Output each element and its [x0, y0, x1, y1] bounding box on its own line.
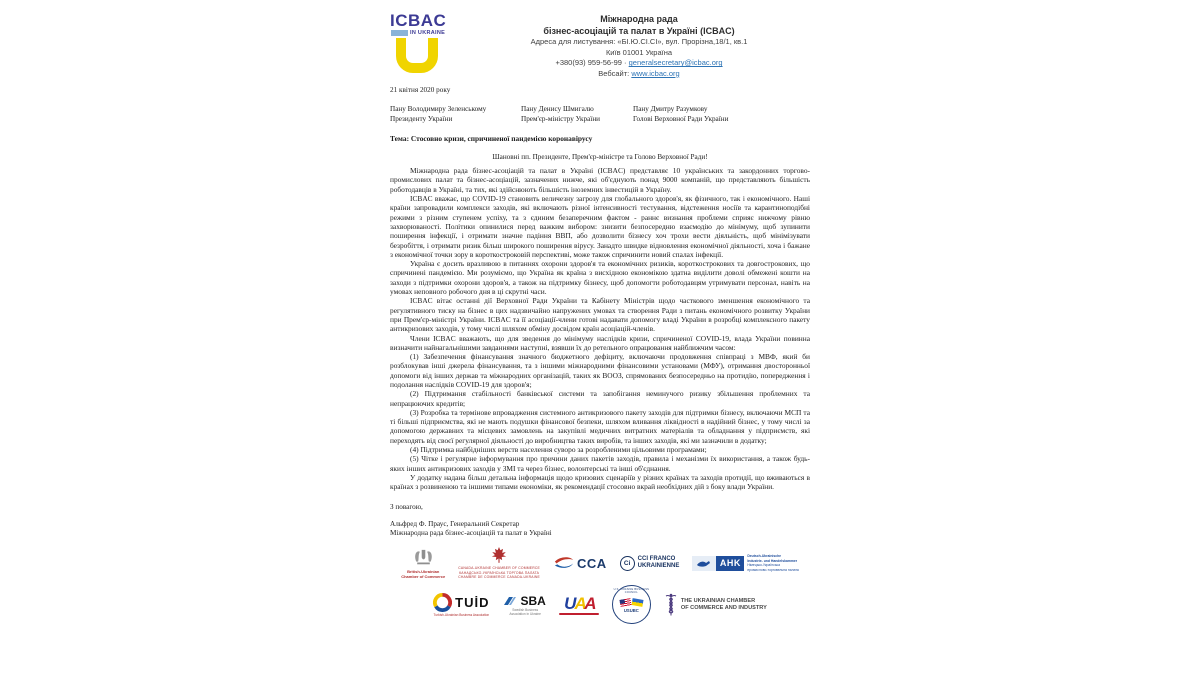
usubc-label: USUBC	[623, 608, 639, 614]
cca-swoosh-icon	[553, 556, 575, 571]
usubc-logo	[612, 585, 651, 624]
task-item-4: (4) Підтримка найбідніших верств населення суворо за розробленими цільовими програмами;	[410, 445, 707, 455]
bucc-caption-line2: Chamber of Commerce	[401, 574, 446, 580]
org-name-line1: Міжнародна рада	[600, 14, 678, 24]
task-item-3: (3) Розробка та термінове впровадження системного антикризового пакету заходів для підтримки бізнесу, включаючи МСП та ті більші підприємства, які не мають подушки фінансової безпеки, шляхом вливання ліквідності в надійний бізнес, у тому числі за допомогою державних та місцевих замовлень на закупівлі медичних витратних матеріалів та обладнання у підприємств, які переходять від своєї регулярної діяльності до виробництва таких виробів, та інших заходів, які ми зазначили в додатку;	[390, 407, 810, 445]
paragraph-covid-threat: ICBAC вважає, що COVID-19 становить величезну загрозу для глобального здоров'я, як фізичного, так і економічного. Наші країни запровадили комплекси заходів, які включають різної інтенсивності тестування, відстеження носіїв та карантиноподібні режими з різним ступенем успіху, та з єдиним безаперечним фактом - раннє визнання проблеми сприяє нижчому рівню захворюваності. Політики опинилися перед важким вибором: знизити безпосередню взаємодію до мінімуму, щоб зупинити поширення інфекції, і отримати значне падіння ВВП, або дозволити бізнесу хоч трохи вести діяльність, щоб мінімізувати безробіття, і отримати ризик більш широкого поширення вірусу. Занадто швидке відновлення економічної діяльності, хоча і бажане з економічної точки зору в короткостроковій перспективі, може також спричинити новий спалах інфекції.	[390, 194, 810, 259]
cucc-logo	[458, 547, 540, 579]
cci-franco-logo	[620, 556, 680, 571]
uaa-letters	[564, 595, 593, 612]
uaa-letter-a2: A	[584, 593, 594, 613]
contact-separator: ·	[624, 58, 627, 68]
tuid-label: TUİD	[455, 594, 490, 610]
website-link[interactable]: www.icbac.org	[631, 68, 680, 78]
icbac-logo-u-icon	[396, 38, 438, 73]
icbac-logo	[390, 10, 468, 73]
letterhead-text	[468, 10, 810, 79]
sba-label: SBA	[520, 593, 546, 608]
ucci-caption-line2: OF COMMERCE AND INDUSTRY	[680, 604, 767, 611]
paragraph-welcome-actions: ICBAC вітає останні дії Верховної Ради України та Кабінету Міністрів щодо часткового зменшення економічного та регулятивного тиску на бізнес в цих надзвичайно напружених умовах та створення Ради з питань економічного розвитку України при Прем'єр-міністрі України. ICBAC та її асоціації-члени готові надавати допомогу владі України в розробці комплексного пакету антикризових заходів, у тому числі шляхом обміну досвідом країн асоціацій-членів.	[390, 296, 810, 334]
recipient-name: Пану Дмитру Разумкову	[633, 105, 708, 114]
closing-block	[390, 503, 810, 539]
uaa-logo	[559, 595, 599, 615]
ucci-caption-line1: THE UKRAINIAN CHAMBER	[680, 597, 756, 604]
email-link[interactable]: generalsecretary@icbac.org	[628, 58, 723, 68]
icbac-logo-bar-icon	[391, 30, 408, 36]
task-item-2: (2) Підтримання стабільності банківської системи та запобігання неминучого ризику збільшення проблемних та непрацюючих кредитів;	[390, 389, 810, 408]
bucc-logo	[401, 547, 445, 579]
tuid-swirl-icon	[433, 593, 452, 612]
recipient-president	[390, 105, 521, 125]
recipient-title: Президенту України	[390, 115, 453, 124]
icbac-logo-word: ICBAC	[390, 11, 447, 30]
bucc-crest-icon	[410, 547, 437, 569]
cca-label: CCA	[577, 555, 607, 571]
website-label: Вебсайт:	[598, 68, 630, 78]
icbac-logo-subtext: IN UKRAINE	[410, 30, 446, 36]
cca-logo	[553, 556, 607, 571]
cci-caption-line1: CCI FRANCO	[637, 556, 676, 563]
ukraine-flag-icon	[631, 598, 643, 607]
signature-name: Альфред Ф. Праус, Генеральний Секретар	[390, 519, 520, 528]
task-item-5: (5) Чітке і регулярне інформування про причини даних пакетів заходів, правила і механізми їх використання, а також будь-яких інших антикризових заходів у ЗМІ та через бізнес, волонтерські та інші об'єднання.	[390, 454, 810, 473]
paragraph-intro: Міжнародна рада бізнес-асоціацій та палат в Україні (ICBAC) представляє 10 українських та закордонних торгово-промислових палат та бізнес-асоціацій, зазначених нижче, які об'єднують понад 9000 компаній, що представляють більшість роботодавців в Україні, та тих, які здійснюють більшість іноземних інвестицій в Україну.	[390, 166, 810, 194]
ahk-caption-line2: Industrie- und Handelskammer	[747, 558, 798, 563]
closing-regards: З повагою,	[390, 502, 423, 511]
recipient-name: Пану Денису Шмигалю	[521, 105, 594, 114]
cci-caption-line2: UKRAINIENNE	[637, 563, 680, 570]
recipient-parliament-head	[633, 105, 810, 125]
sba-caption-line1: Swedish Business	[512, 607, 539, 612]
org-website-line	[468, 69, 810, 80]
uaa-letter-a1: A	[574, 593, 584, 613]
usubc-ring-text: U.S.-UKRAINE BUSINESS COUNCIL	[613, 588, 650, 595]
cucc-caption-line2: КАНАДСЬКО-УКРАЇНСЬКА ТОРГОВА ПАЛАТА	[459, 570, 540, 575]
org-phone: +380(93) 959-56-99	[555, 58, 622, 68]
org-city: Київ 01001 Україна	[605, 47, 673, 57]
uaa-caption-bar	[559, 613, 599, 615]
recipient-name: Пану Володимиру Зеленському	[390, 105, 487, 114]
sba-sail-icon	[503, 595, 519, 607]
recipient-title: Голові Верховної Ради України	[633, 115, 729, 124]
ahk-glyph-icon	[692, 556, 716, 571]
caduceus-icon	[664, 593, 678, 617]
org-contact-line	[468, 58, 810, 69]
task-item-1: (1) Забезпечення фінансування значного бюджетного дефіциту, включаючи продовження співпраці з МВФ, який би розблокував інші джерела фінансування, та з іншими міжнародними фінансовими установами (МФУ), отримання двосторонньої допомоги від інших держав та міжнародних організацій, таких як ВООЗ, спрямованих безпосередньо на протидію, попередження і подолання наслідків COVID-19 для здоров'я;	[390, 352, 810, 389]
recipients-block	[390, 105, 810, 125]
salutation-line: Шановні пп. Президенте, Прем'єр-міністре та Голово Верховної Ради!	[492, 153, 708, 162]
ahk-caption-line4: промислово-торговельна палата	[747, 567, 799, 572]
letter-date: 21 квітня 2020 року	[390, 86, 451, 95]
usubc-seal-icon	[612, 585, 651, 624]
sba-caption-line2: Association in Ukraine	[509, 611, 541, 616]
org-address: Адреса для листування: «БІ.Ю.СІ.СІ», вул. Прорізна,18/1, кв.1	[530, 37, 748, 47]
ahk-caption-line1: Deutsch-Ukrainische	[747, 554, 782, 559]
tuid-logo	[433, 593, 489, 617]
bucc-caption-line1: British-Ukrainian	[407, 569, 440, 575]
uaa-letter-u: U	[564, 593, 574, 613]
paragraph-ukraine-vulnerability: Україна є досить вразливою в питаннях охорони здоров'я та економічних ризиків, короткострокових та довгострокових, що спричинені пандемією. Ми розуміємо, що Україна як країна з висхідною економікою здатна виділити доволі обмежені кошти на заходи з підтримки охорони здоров'я, а також на підтримку бізнесу, щоб допомогти роботодавцям утримувати персонал, навіть на умовах неповного робочого дня в ці скрутні часи.	[390, 259, 810, 297]
cucc-caption-line1: CANADA-UKRAINE CHAMBER OF COMMERCE	[458, 566, 540, 571]
ahk-logo	[692, 554, 798, 572]
ahk-label: AHK	[716, 556, 744, 571]
cci-mark-icon: Ci	[620, 556, 635, 571]
logo-row-1	[390, 547, 810, 579]
subject-line: Тема: Стосовно кризи, спричиненої пандемією коронавірусу	[390, 134, 593, 144]
cucc-caption-line3: CHAMBRE DE COMMERCE CANADA-UKRAINE	[458, 574, 540, 579]
ahk-caption-line3: Німецько-Українська	[747, 563, 780, 568]
maple-leaf-icon	[490, 547, 508, 566]
letterhead	[390, 10, 810, 79]
member-logos	[390, 547, 810, 624]
sba-logo	[503, 594, 546, 616]
letter-body	[390, 166, 810, 491]
paragraph-appendix: У додатку надана більш детальна інформація щодо кризових сценаріїв у різних країнах та заходів протидії, що вживаються в країнах з розвиненою та іншими типами економіки, як рекомендації стосовно вкрай необхідних дій з боку влади України.	[390, 472, 810, 492]
us-flag-icon	[619, 598, 631, 607]
paragraph-tasks-intro: Члени ICBAC вважають, що для зведення до мінімуму наслідків кризи, спричиненої COVID-19, влада України повинна визначити найнагальнішими завданнями наступні, взявши їх до ретельного опрацювання найближчим часом:	[390, 333, 810, 352]
signature-org: Міжнародна рада бізнес-асоціацій та палат в Україні	[390, 528, 552, 537]
tuid-caption: Turkish-Ukrainian Business Association	[433, 612, 490, 617]
org-name-line2: бізнес-асоціацій та палат в Україні (ICBAC)	[543, 26, 735, 37]
recipient-title: Прем'єр-міністру України	[521, 115, 601, 124]
recipient-prime-minister	[521, 105, 633, 125]
logo-row-2	[390, 585, 810, 624]
ucci-logo	[664, 593, 767, 617]
letter-page	[390, 0, 810, 624]
